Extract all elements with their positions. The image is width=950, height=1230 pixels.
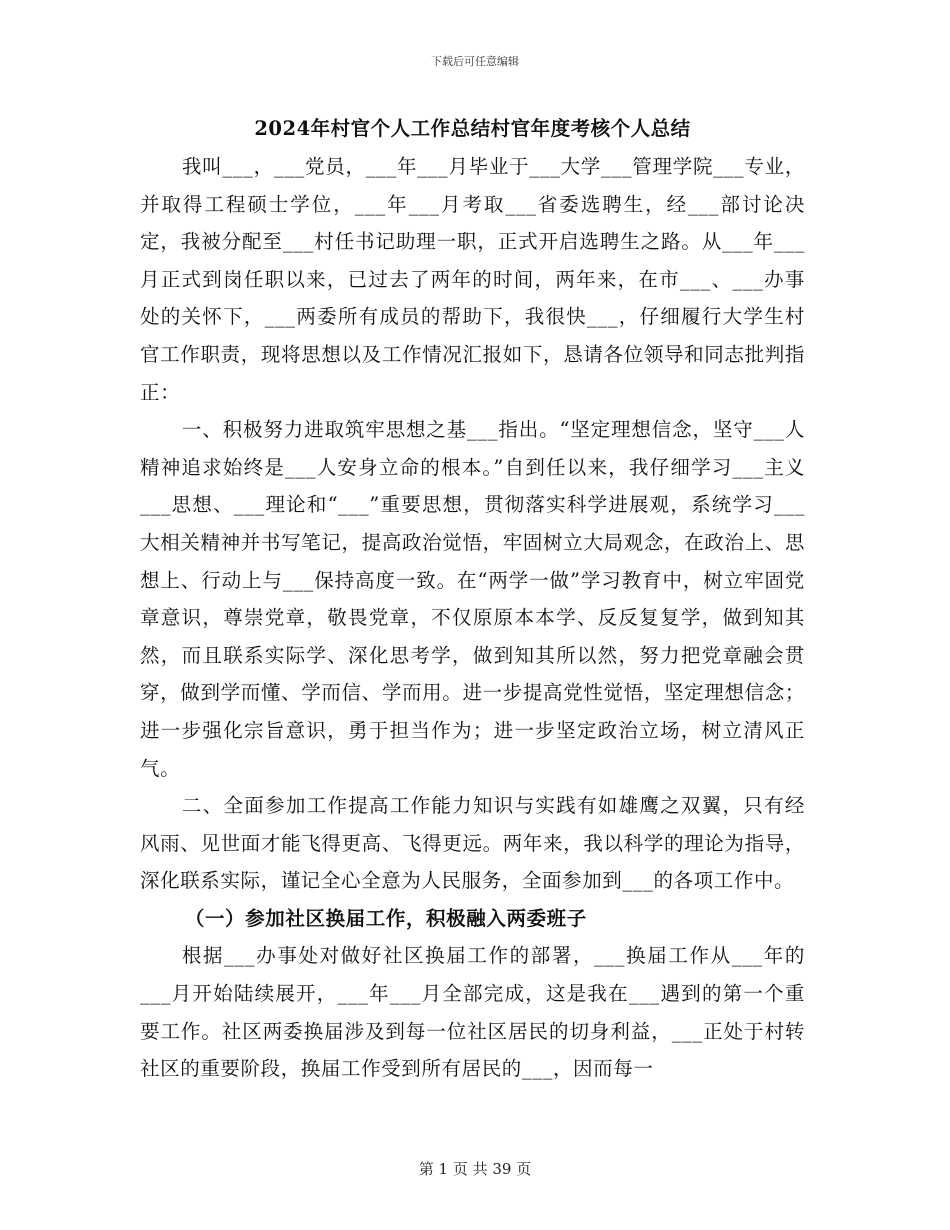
page-number-footer: 第 1 页 共 39 页 [418, 1160, 532, 1178]
page-header-note: 下载后可任意编辑 [431, 55, 519, 68]
document-title: 2024年村官个人工作总结村官年度考核个人总结 [254, 117, 691, 140]
paragraph-subsection-1: 根据___办事处对做好社区换届工作的部署，___换届工作从___年的___月开始陆续展开，___年___月全部完成，这是我在___遇到的第一个重要工作。社区两委换届涉及到每一位社区居民的切身利益，___正处于村转社区的重要阶段，换届工作受到所有居民的___，因而每一 [140, 944, 805, 1081]
paragraph-section-2: 二、全面参加工作提高工作能力知识与实践有如雄鹰之双翼，只有经风雨、见世面才能飞得更高、飞得更远。两年来，我以科学的理论为指导，深化联系实际，谨记全心全意为人民服务，全面参加到___的各项工作中。 [140, 794, 805, 893]
paragraph-intro: 我叫___，___党员，___年___月毕业于___大学___管理学院___专业，并取得工程硕士学位，___年___月考取___省委选聘生，经___部讨论决定，我被分配至___村任书记助理一职，正式开启选聘生之路。从___年___月正式到岗任职以来，已过去了两年的时间，两年来，在市___、___办事处的关怀下，___两委所有成员的帮助下，我很快___，仔细履行大学生村官工作职责，现将思想以及工作情况汇报如下，恳请各位领导和同志批判指正： [140, 155, 805, 404]
paragraph-section-1: 一、积极努力进取筑牢思想之基___指出。“坚定理想信念，坚守___人精神追求始终是___人安身立命的根本。”自到任以来，我仔细学习___主义___思想、___理论和“___”重要思想，贯彻落实科学进展观，系统学习___大相关精神并书写笔记，提高政治觉悟，牢固树立大局观念，在政治上、思想上、行动上与___保持高度一致。在“两学一做”学习教育中，树立牢固党章意识，尊崇党章，敬畏党章，不仅原原本本学、反反复复学，做到知其然，而且联系实际学、深化思考学，做到知其所以然，努力把党章融会贯穿，做到学而懂、学而信、学而用。进一步提高党性觉悟，坚定理想信念；进一步强化宗旨意识，勇于担当作为；进一步坚定政治立场，树立清风正气。 [140, 418, 805, 780]
subsection-heading: （一）参加社区换届工作，积极融入两委班子 [184, 906, 587, 930]
document-body [140, 148, 805, 1088]
